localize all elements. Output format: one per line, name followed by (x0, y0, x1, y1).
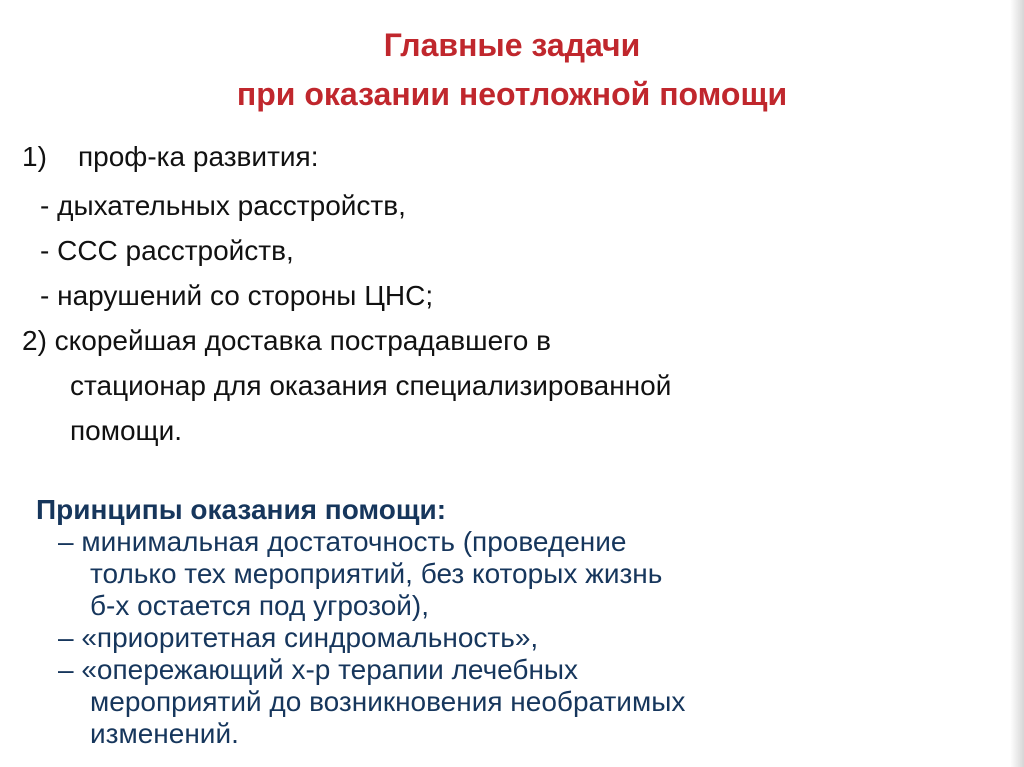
task-1-subitem-cns: - нарушений со стороны ЦНС; (40, 280, 434, 311)
task-2-line-3: помощи. (70, 415, 183, 446)
principle-1-line-2: только тех мероприятий, без которых жизнь (90, 558, 663, 589)
principle-3-line-3: изменений. (90, 718, 239, 749)
task-1-subitem-breathing: - дыхательных расстройств, (40, 190, 406, 221)
page-edge-shadow (1010, 0, 1024, 767)
task-2-line-2: стационар для оказания специализированной (70, 370, 672, 401)
principle-1-line-3: б-х остается под угрозой), (90, 590, 430, 621)
slide-title-line-2: при оказании неотложной помощи (236, 76, 788, 112)
task-1-subitem-cardio: - ССС расстройств, (40, 235, 294, 266)
task-1-text: проф-ка развития: (78, 141, 319, 172)
task-1-number: 1) (22, 141, 47, 172)
principle-3-line-1: – «опережающий х-р терапии лечебных (58, 654, 579, 685)
slide-title-line-1: Главные задачи (383, 27, 641, 63)
principle-1-line-1: – минимальная достаточность (проведение (58, 526, 627, 557)
principle-2-line-1: – «приоритетная синдромальность», (58, 622, 539, 653)
principles-heading: Принципы оказания помощи: (36, 494, 447, 525)
principle-3-line-2: мероприятий до возникновения необратимых (90, 686, 686, 717)
task-2-line-1: 2) скорейшая доставка пострадавшего в (22, 325, 552, 356)
